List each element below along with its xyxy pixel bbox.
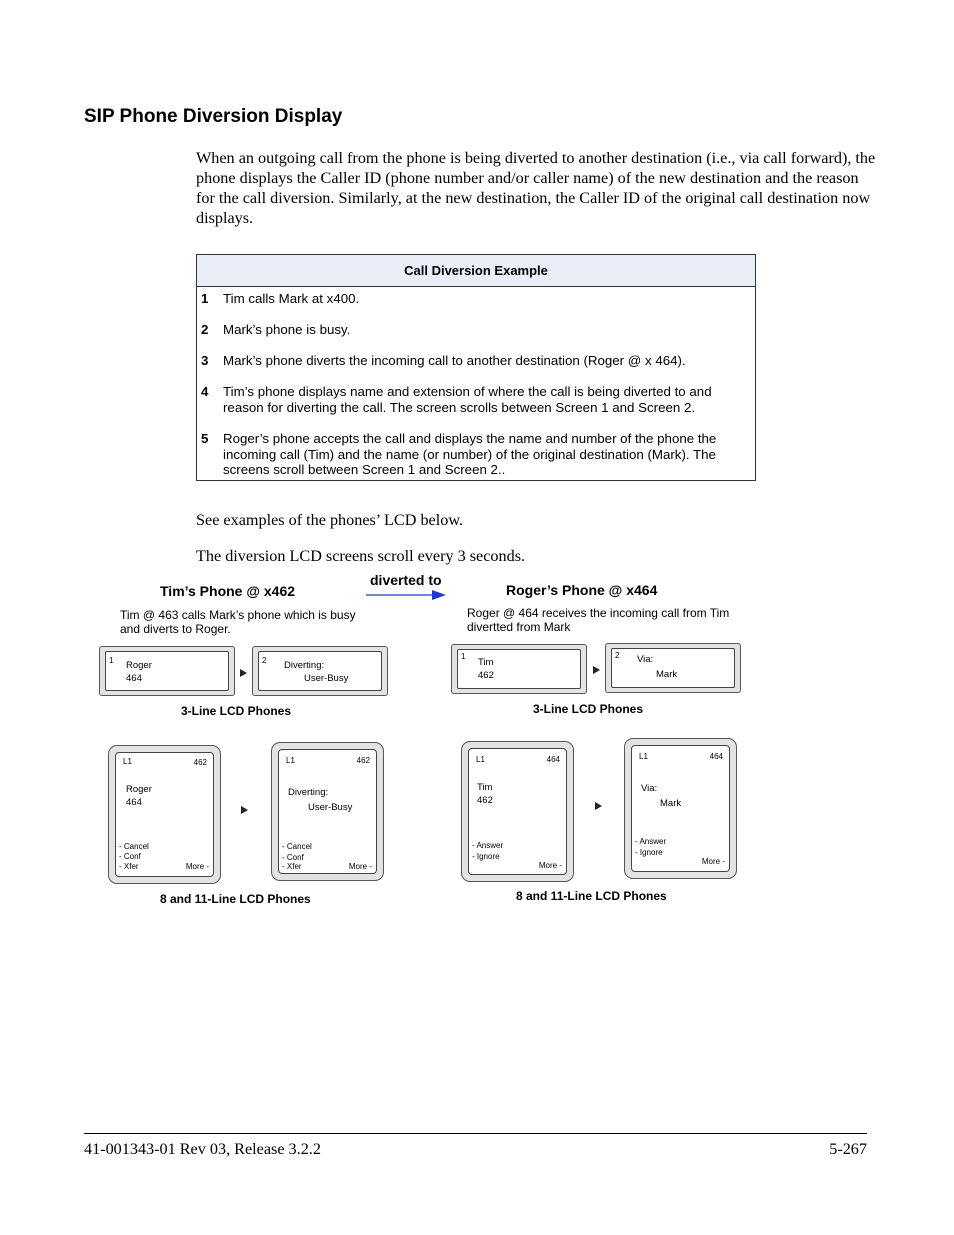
step-number: 5 [201,431,209,446]
tims-phone-description: Tim @ 463 calls Mark’s phone which is busy and diverts to Roger. [120,608,356,636]
step-text: Mark’s phone is busy. [223,322,351,337]
step-number: 1 [201,291,209,306]
caption-3line-right: 3-Line LCD Phones [533,702,644,716]
scroll-arrow-icon [241,806,248,814]
lcd-line-2: User-Busy [304,673,349,684]
roger-3line-screen-2 [605,643,741,693]
lcd-line-2: Mark [656,669,678,680]
lcd-line-2: Mark [660,798,682,809]
roger-3line-screen-1 [451,644,587,694]
softkey-cancel[interactable]: - Cancel [119,842,149,851]
screen-index: 1 [461,652,466,661]
step-text: Mark’s phone diverts the incoming call to another destination (Roger @ x 464). [223,353,686,368]
footer-page-number: 5-267 [829,1140,867,1158]
tim-3line-screen-1 [99,646,235,696]
caption-8line-right: 8 and 11-Line LCD Phones [516,889,667,903]
softkey-ignore[interactable]: - Ignore [472,852,500,861]
footer-divider [84,1133,867,1134]
rogers-phone-title: Roger’s Phone @ x464 [506,582,658,598]
step-number: 2 [201,322,209,337]
softkey-ignore[interactable]: - Ignore [635,848,663,857]
lcd-line-2: 462 [478,670,494,681]
footer-doc-id: 41-001343-01 Rev 03, Release 3.2.2 [84,1140,321,1158]
diverted-to-label: diverted to [370,572,442,588]
lcd-line-1: Diverting: [288,787,329,798]
softkey-more[interactable]: More - [538,861,562,870]
step-number: 4 [201,384,209,399]
lcd-line-1: Diverting: [284,660,325,671]
intro-paragraph: When an outgoing call from the phone is being diverted to another destination (i.e., via call forward), the phone displays the Caller ID (phone number and/or caller name) of the new destination and the reason for the call diversion. Similarly, at the new destination, the Caller ID of the original call destination now displays. [196,149,876,227]
roger-8line-screen-2 [624,738,737,879]
line-indicator: L1 [286,756,295,765]
line-indicator: L1 [476,755,485,764]
softkey-conf[interactable]: - Conf [119,852,141,861]
softkey-more[interactable]: More - [701,857,725,866]
line-indicator: L1 [639,752,648,761]
lcd-line-2: 462 [477,795,493,806]
lcd-line-1: Tim [478,657,494,668]
tims-phone-title: Tim’s Phone @ x462 [160,583,296,599]
softkey-conf[interactable]: - Conf [282,853,304,862]
scroll-arrow-icon [240,669,247,677]
lcd-line-1: Tim [477,782,493,793]
roger-8line-screen-1 [461,741,574,882]
tim-8line-screen-1 [108,745,221,884]
step-text: Tim’s phone displays name and extension of where the call is being diverted to and reason for diverting the call. The screen scrolls between Screen 1 and Screen 2. [223,384,712,415]
screen-index: 2 [262,656,267,665]
softkey-answer[interactable]: - Answer [472,841,504,850]
softkey-answer[interactable]: - Answer [635,837,667,846]
step-number: 3 [201,353,209,368]
rogers-phone-description: Roger @ 464 receives the incoming call from Tim divertted from Mark [467,606,730,634]
lcd-line-2: 464 [126,673,142,684]
softkey-more[interactable]: More - [348,862,372,871]
table-header: Call Diversion Example [197,255,755,287]
softkey-cancel[interactable]: - Cancel [282,842,312,851]
lcd-line-1: Via: [637,654,654,665]
tim-3line-screen-2 [252,646,388,696]
call-diversion-table [196,254,756,481]
line-indicator: L1 [123,757,132,766]
step-text: Roger’s phone accepts the call and displays the name and number of the phone the incoming call (Tim) and the name (or number) of the original destination (Mark). The screens scroll between Screen 1 and Screen 2.. [223,431,717,477]
scroll-interval-text: The diversion LCD screens scroll every 3 seconds. [196,547,526,565]
extension: 464 [709,752,723,761]
tim-8line-screen-2 [271,742,384,881]
extension: 462 [193,758,207,767]
lcd-line-2: 464 [126,797,142,808]
softkey-xfer[interactable]: - Xfer [119,862,139,871]
lcd-examples-text: See examples of the phones’ LCD below. [196,511,464,529]
diverted-arrow-icon [366,588,448,602]
section-heading: SIP Phone Diversion Display [84,106,343,127]
scroll-arrow-icon [593,666,600,674]
lcd-line-2: User-Busy [308,802,353,813]
extension: 462 [356,756,370,765]
lcd-line-1: Roger [126,660,152,671]
extension: 464 [546,755,560,764]
scroll-arrow-icon [595,802,602,810]
step-text: Tim calls Mark at x400. [223,291,360,306]
softkey-more[interactable]: More - [185,862,209,871]
lcd-line-1: Via: [641,783,658,794]
softkey-xfer[interactable]: - Xfer [282,862,302,871]
lcd-line-1: Roger [126,784,152,795]
caption-8line-left: 8 and 11-Line LCD Phones [160,892,311,906]
screen-index: 1 [109,656,114,665]
caption-3line-left: 3-Line LCD Phones [181,704,292,718]
screen-index: 2 [615,651,620,660]
